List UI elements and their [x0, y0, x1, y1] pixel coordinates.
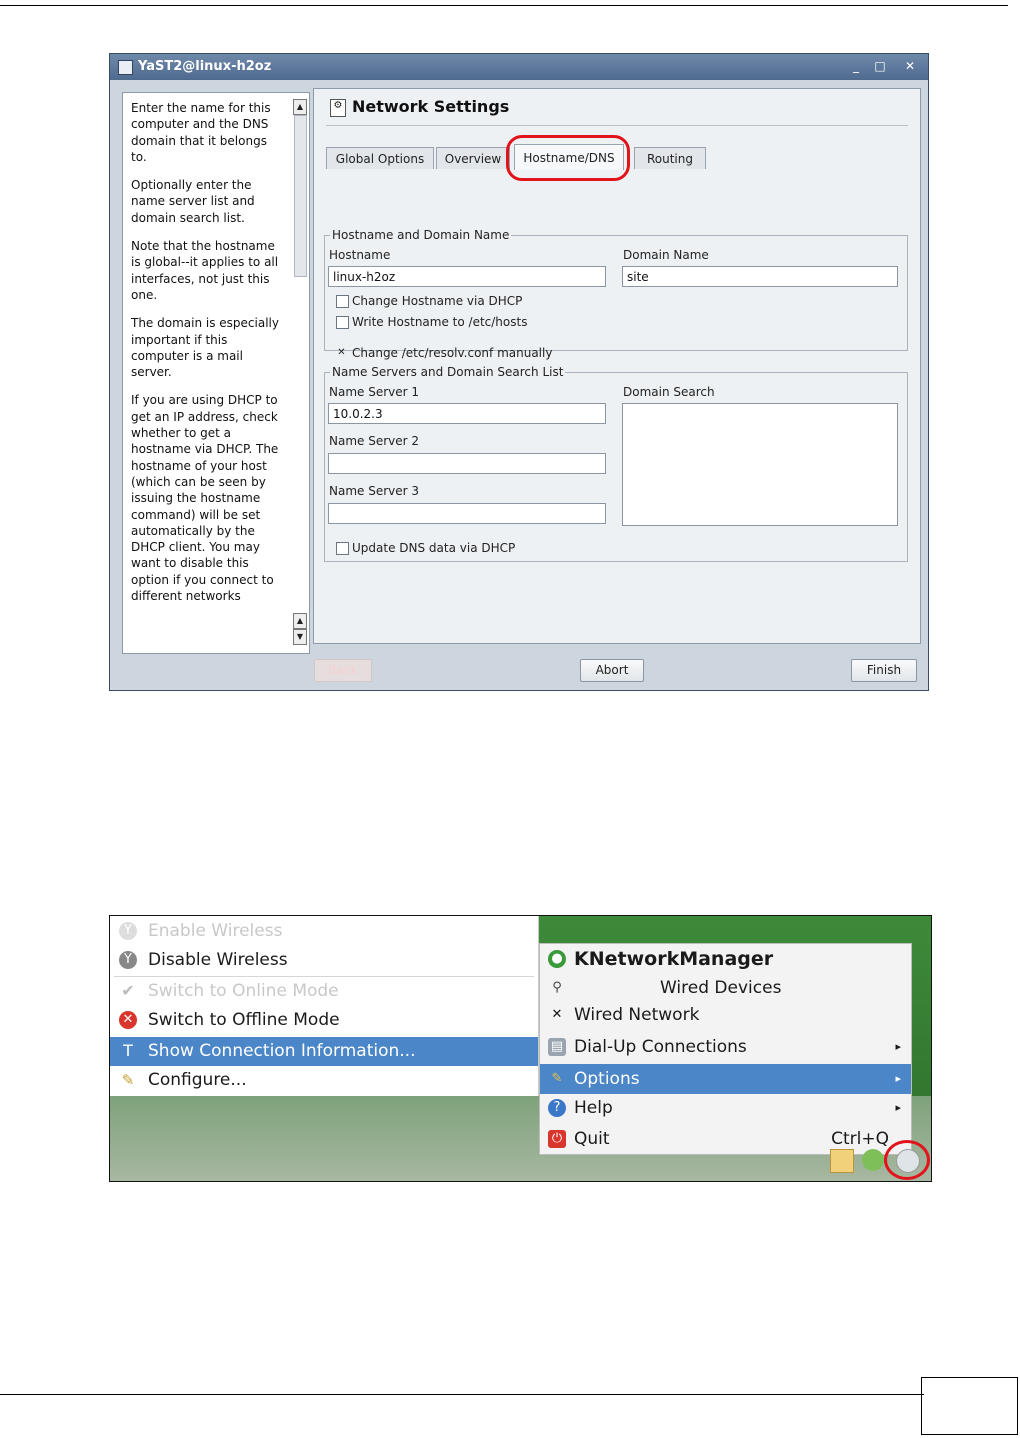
hostname-group-title: Hostname and Domain Name — [332, 228, 510, 242]
tray-app-icon[interactable] — [830, 1149, 854, 1173]
hostname-group — [324, 235, 908, 351]
knetworkmanager-icon: ● — [548, 950, 566, 968]
change-hostname-dhcp-checkbox[interactable] — [336, 295, 349, 308]
shortcut-label: Ctrl+Q — [831, 1129, 889, 1149]
back-button[interactable]: Back — [314, 659, 372, 682]
window-title: YaST2@linux-h2oz — [138, 59, 272, 74]
menu-item-label: Help — [574, 1098, 613, 1118]
wireless-icon: Y — [119, 951, 137, 969]
wrench-icon: ✎ — [121, 1071, 135, 1089]
menu-header-title: KNetworkManager — [574, 948, 774, 970]
page-bottom-rule — [0, 1394, 924, 1395]
maximize-button[interactable]: □ — [874, 59, 886, 73]
name-server-3-label: Name Server 3 — [329, 484, 420, 498]
help-pane[interactable] — [122, 92, 310, 654]
tab-overview[interactable]: Overview — [436, 147, 510, 169]
resolv-manual-checkbox[interactable]: ✕ — [337, 347, 346, 358]
yast-network-settings-screenshot — [109, 53, 929, 691]
help-paragraph: Note that the hostname is global--it applies to all interfaces, not just this one. — [131, 239, 279, 302]
section-wired-devices — [540, 973, 911, 1003]
menu-item-options[interactable] — [540, 1064, 911, 1094]
help-scrollbar[interactable] — [293, 95, 307, 649]
network-settings-icon: ⚙ — [330, 99, 346, 117]
menu-item-show-connection-info[interactable] — [110, 1037, 538, 1066]
menu-item-wired-network[interactable] — [540, 1000, 911, 1030]
domain-search-list[interactable] — [622, 403, 898, 526]
help-paragraph: Enter the name for this computer and the DNS domain that it belongs to. — [131, 101, 271, 164]
help-paragraph: If you are using DHCP to get an IP address, check whether to get a hostname via DHCP. The hostname of your host (which can be seen by issuing the hostname command) will be set automatically by the DHCP client. You may want to disable this option if you connect to different networks — [131, 393, 279, 604]
hostname-label: Hostname — [329, 248, 391, 262]
help-icon: ? — [548, 1099, 566, 1117]
name-server-1-input[interactable]: 10.0.2.3 — [328, 403, 606, 424]
name-server-2-input[interactable] — [328, 453, 606, 474]
window-titlebar[interactable] — [110, 54, 928, 80]
scroll-up-icon[interactable]: ▲ — [293, 99, 307, 115]
menu-header — [540, 944, 911, 974]
write-hostname-hosts-checkbox[interactable] — [336, 316, 349, 329]
help-text — [131, 100, 281, 616]
menu-item-label: Switch to Offline Mode — [148, 1010, 340, 1030]
menu-item-enable-wireless[interactable] — [110, 917, 538, 946]
domain-search-label: Domain Search — [623, 385, 715, 399]
page-top-rule — [0, 5, 1008, 6]
tab-global-options[interactable]: Global Options — [326, 147, 434, 169]
disconnected-x-icon: ✕ — [551, 1007, 563, 1022]
minimize-button[interactable]: _ — [853, 59, 859, 73]
scroll-down-icon[interactable]: ▼ — [293, 629, 307, 645]
network-settings-pane — [313, 88, 921, 644]
wireless-icon: Y — [119, 922, 137, 940]
knetworkmanager-menu — [539, 943, 912, 1155]
section-label: Wired Devices — [660, 978, 782, 998]
scroll-thumb[interactable] — [294, 115, 307, 277]
write-hostname-hosts-label: Write Hostname to /etc/hosts — [352, 315, 528, 329]
tray-app-icon[interactable] — [862, 1149, 884, 1171]
dialup-icon: ▤ — [548, 1038, 566, 1056]
finish-button[interactable]: Finish — [851, 659, 917, 682]
menu-item-label: Quit — [574, 1129, 610, 1149]
network-device-icon: ⚲ — [552, 980, 562, 995]
yast-app-icon — [118, 60, 133, 75]
menu-item-switch-offline[interactable] — [110, 1006, 538, 1035]
menu-item-label: Show Connection Information... — [148, 1041, 416, 1061]
annotation-highlight-ring — [506, 135, 630, 181]
help-paragraph: Optionally enter the name server list and domain search list. — [131, 178, 255, 225]
menu-item-quit[interactable] — [540, 1124, 911, 1154]
wrench-icon: ✎ — [551, 1071, 563, 1086]
knetworkmanager-menu-screenshot — [109, 915, 932, 1182]
domain-name-label: Domain Name — [623, 248, 709, 262]
menu-item-disable-wireless[interactable] — [110, 946, 538, 975]
antenna-icon: T — [123, 1041, 133, 1060]
page-number-box — [921, 1377, 1018, 1435]
help-paragraph: The domain is especially important if this computer is a mail server. — [131, 316, 279, 380]
name-server-3-input[interactable] — [328, 503, 606, 524]
tab-hostname-dns[interactable]: Hostname/DNS — [514, 144, 624, 170]
power-icon: ⏻ — [548, 1130, 566, 1148]
menu-item-label: Switch to Online Mode — [148, 981, 339, 1001]
submenu-arrow-icon: ▸ — [895, 1101, 901, 1114]
abort-button[interactable]: Abort — [580, 659, 644, 682]
change-hostname-dhcp-label: Change Hostname via DHCP — [352, 294, 523, 308]
menu-item-label: Wired Network — [574, 1005, 700, 1025]
submenu-arrow-icon: ▸ — [895, 1072, 901, 1085]
resolv-manual-label: Change /etc/resolv.conf manually — [352, 346, 553, 360]
submenu-arrow-icon: ▸ — [895, 1040, 901, 1053]
tab-routing[interactable]: Routing — [634, 147, 706, 169]
name-server-2-label: Name Server 2 — [329, 434, 420, 448]
menu-item-switch-online[interactable] — [110, 977, 538, 1006]
menu-item-label: Configure... — [148, 1070, 247, 1090]
menu-item-dialup-connections[interactable] — [540, 1032, 911, 1062]
menu-item-label: Disable Wireless — [148, 950, 288, 970]
annotation-highlight-ring — [884, 1140, 930, 1180]
update-dns-dhcp-label: Update DNS data via DHCP — [352, 541, 516, 555]
name-servers-group-title: Name Servers and Domain Search List — [332, 365, 564, 379]
domain-name-input[interactable]: site — [622, 266, 898, 287]
update-dns-dhcp-checkbox[interactable] — [336, 542, 349, 555]
close-button[interactable]: ✕ — [904, 59, 916, 73]
menu-item-label: Dial-Up Connections — [574, 1037, 747, 1057]
name-server-1-label: Name Server 1 — [329, 385, 420, 399]
module-title: Network Settings — [352, 97, 510, 116]
menu-item-configure[interactable] — [110, 1066, 538, 1095]
checkmark-icon: ✔ — [121, 981, 135, 1000]
hostname-input[interactable]: linux-h2oz — [328, 266, 606, 287]
menu-item-help[interactable] — [540, 1093, 911, 1123]
scroll-up-icon[interactable]: ▲ — [293, 613, 307, 629]
title-separator — [326, 125, 908, 126]
offline-icon: ✕ — [119, 1011, 137, 1029]
tray-context-menu — [110, 916, 539, 1096]
menu-item-label: Enable Wireless — [148, 921, 283, 941]
menu-item-label: Options — [574, 1069, 640, 1089]
